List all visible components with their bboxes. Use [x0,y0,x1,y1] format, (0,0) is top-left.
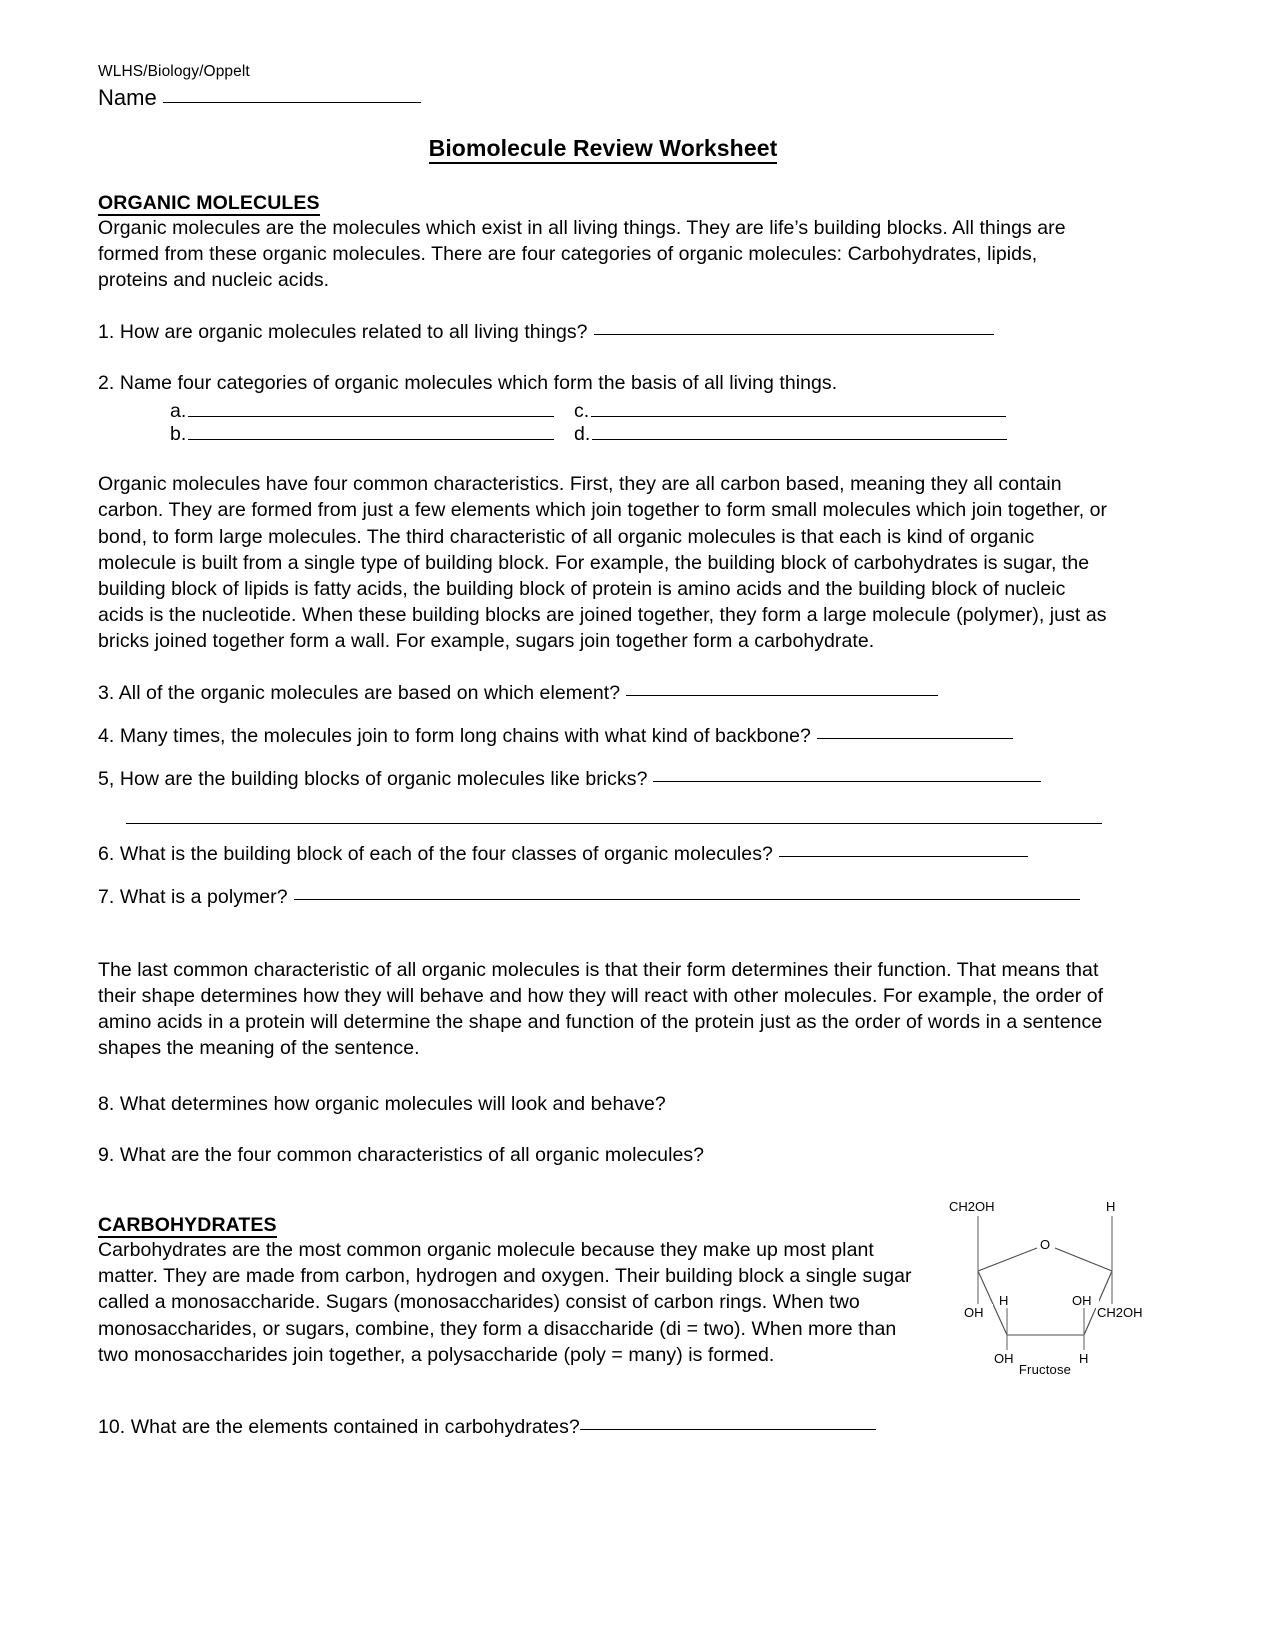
question-7 [98,884,1108,910]
label-o-ring: O [1040,1237,1051,1252]
question-3-answer-line[interactable] [626,695,938,696]
organic-intro-paragraph: Organic molecules are the molecules which exist in all living things. They are life’s building blocks. All things are formed from these organic molecules. There are four categories of organic molecules: Carbohydrates, lipids, proteins and nucleic acids. [98,216,1066,292]
question-2-options [98,400,1108,446]
question-10-text: 10. What are the elements contained in carbohydrates? [98,1416,580,1439]
option-b: b. [170,423,574,446]
question-3-text: 3. All of the organic molecules are based on which element? [98,681,621,704]
question-2-text: 2. Name four categories of organic molecules which form the basis of all living things. [98,371,838,394]
question-1-text: 1. How are organic molecules related to all living things? [98,320,588,343]
section-heading-organic-molecules: ORGANIC MOLECULES [98,191,320,214]
question-2-row-ac [170,400,1108,423]
question-2-row-bd [170,423,1108,446]
option-d-line[interactable] [592,439,1007,440]
question-6 [98,841,1108,867]
option-a-line[interactable] [188,416,554,417]
label-oh-left: OH [964,1305,984,1320]
fructose-structure-svg [945,1192,1145,1367]
organic-characteristics-paragraph: Organic molecules have four common characteristics. First, they are all carbon based, meaning they all contain carbon. They are formed from just a few elements which join together to form small molecules which join together, or bond, to form large molecules. The third characteristic of all organic molecules is that each is kind of organic molecule is built from a single type of building block. For example, the building block of carbohydrates is sugar, the building block of lipids is fatty acids, the building block of protein is amino acids and the building block of nucleic acids is the nucleotide. When these building blocks are joined together, they form a large molecule (polymer), just as bricks joined together form a wall. For example, sugars join together form a carbohydrate. [98,473,1108,653]
question-5-text: 5, How are the building blocks of organic molecules like bricks? [98,768,648,791]
question-4-text: 4. Many times, the molecules join to form long chains with what kind of backbone? [98,724,811,747]
question-8 [98,1091,1108,1117]
option-b-line[interactable] [188,439,554,440]
label-h-top-right: H [1106,1199,1116,1214]
label-oh-bottom-left: OH [994,1351,1014,1366]
question-6-text: 6. What is the building block of each of the four classes of organic molecules? [98,843,773,866]
option-c-line[interactable] [591,416,1006,417]
name-field-row [98,84,1108,113]
question-1 [98,319,1108,345]
course-header: WLHS/Biology/Oppelt [98,63,250,80]
fructose-molecule-figure [945,1192,1145,1397]
question-5-answer-line[interactable] [653,781,1041,782]
section-heading-carbohydrates: CARBOHYDRATES [98,1214,277,1236]
option-a: a. [170,400,574,423]
question-5-answer-line-2[interactable] [126,823,1102,824]
question-2 [98,370,1108,396]
option-c: c. [574,400,1006,423]
question-1-answer-line[interactable] [594,334,994,335]
label-h-bottom-right: H [1079,1351,1089,1366]
question-3 [98,680,1108,706]
question-8-text: 8. What determines how organic molecules will look and behave? [98,1092,666,1115]
question-9 [98,1142,1108,1168]
question-6-answer-line[interactable] [779,856,1028,857]
label-ch2oh-top-left: CH2OH [949,1199,995,1214]
carbohydrates-paragraph: Carbohydrates are the most common organic molecule because they make up most plant matter. They are made from carbon, hydrogen and oxygen. Their building block a single sugar called a monosaccharide. Sugars (monosaccharides) consist of carbon rings. When two monosaccharides, or sugars, combine, they form a disaccharide (di = two). When more than two monosaccharides join together, a polysaccharide (poly = many) is formed. [98,1239,912,1366]
molecule-caption: Fructose [1018,1362,1072,1377]
question-4 [98,723,1108,749]
question-7-answer-line[interactable] [294,899,1080,900]
organic-form-function-paragraph: The last common characteristic of all organic molecules is that their form determines their function. That means that their shape determines how they will behave and how they will react with other molecules. For example, the order of amino acids in a protein will determine the shape and function of the protein just as the order of words in a sentence shapes the meaning of the sentence. [98,958,1104,1060]
label-ch2oh-right: CH2OH [1097,1305,1143,1320]
label-h-inner-left: H [999,1293,1009,1308]
label-oh-inner-right: OH [1072,1293,1092,1308]
name-blank-line[interactable] [163,102,421,103]
question-10-answer-line[interactable] [580,1429,876,1430]
option-d: d. [574,423,1007,446]
question-4-answer-line[interactable] [817,738,1013,739]
page-title: Biomolecule Review Worksheet [98,135,1108,162]
question-7-text: 7. What is a polymer? [98,886,288,909]
question-5 [98,766,1108,824]
name-label: Name [98,85,157,111]
question-9-text: 9. What are the four common characteristics of all organic molecules? [98,1143,705,1166]
question-10 [98,1414,1108,1440]
